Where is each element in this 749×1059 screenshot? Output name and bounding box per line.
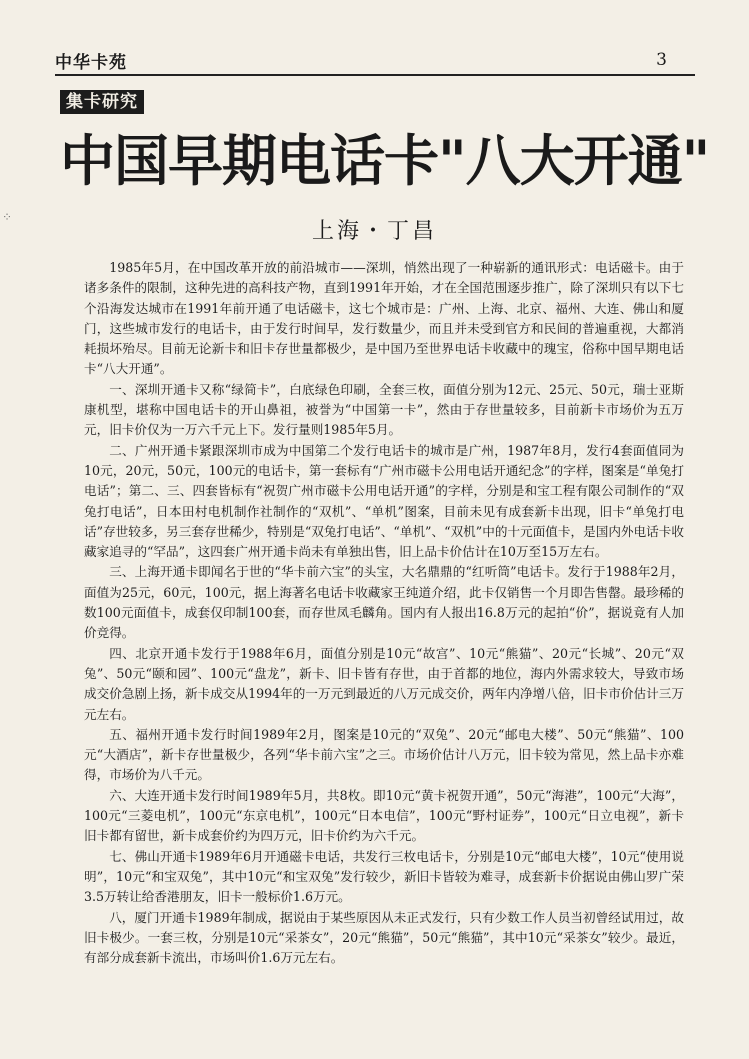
paragraph-beijing: 四、北京开通卡发行于1988年6月，面值分别是10元“故宫”、10元“熊猫”、20元“长城”、20元“双兔”、50元“颐和园”、100元“盘龙”，新卡、旧卡皆有存世，由于首都的地位，海内外需求较大，导致市场成交价急剧上扬，新卡成交从1994年的一万元到最近的八万元成交价，两年内净增八倍，旧卡市价估计三万元左右。 (84, 645, 684, 722)
paragraph-foshan: 七、佛山开通卡1989年6月开通磁卡电话，共发行三枚电话卡，分别是10元“邮电大楼”，10元“使用说明”，10元“和宝双兔”，其中10元“和宝双兔”发行较少，新旧卡皆较为难寻，成套新卡价据说由佛山罗广荣3.5万转让给香港朋友，旧卡一般标价1.6万元。 (84, 848, 684, 905)
journal-name: 中华卡苑 (55, 53, 127, 73)
paragraph-dalian: 六、大连开通卡发行时间1989年5月，共8枚。即10元“黄卡祝贺开通”，50元“海港”，100元“大海”，100元“三菱电机”，100元“东京电机”，100元“日本电信”，100元“野村证券”，100元“日立电视”，新卡旧卡都有留世，新卡成套价约为四万元，旧卡价约为六千元。 (84, 787, 684, 844)
paragraph-shenzhen: 一、深圳开通卡又称“绿简卡”，白底绿色印刷，全套三枚，面值分别为12元、25元、50元，瑞士亚斯康机型，堪称中国电话卡的开山鼻祖，被誉为“中国第一卡”，然由于存世量较多，目前新卡市场价为五万元，旧卡价仅为一万六千元上下。发行量则1985年5月。 (84, 381, 684, 438)
running-header (55, 48, 695, 76)
staple-mark: ⁘ (2, 210, 13, 224)
paragraph-intro: 1985年5月，在中国改革开放的前沿城市——深圳，悄然出现了一种崭新的通讯形式：电话磁卡。由于诸多条件的限制，这种先进的高科技产物，直到1991年开始，才在全国范围逐步推广，除了深圳只有以下七个沿海发达城市在1991年前开通了电话磁卡，这七个城市是：广州、上海、北京、福州、大连、佛山和厦门，这些城市发行的电话卡，由于发行时间早，发行数量少，而且并未受到官方和民间的普遍重视，大都消耗损坏殆尽。目前无论新卡和旧卡存世量都极少，是中国乃至世界电话卡收藏中的瑰宝，俗称中国早期电话卡“八大开通”。 (84, 260, 684, 377)
article-title: 中国早期电话卡"八大开通" (60, 129, 710, 193)
page-number: 3 (656, 50, 667, 70)
paragraph-guangzhou: 二、广州开通卡紧跟深圳市成为中国第二个发行电话卡的城市是广州，1987年8月，发行4套面值同为10元，20元，50元，100元的电话卡，第一套标有“广州市磁卡公用电话开通纪念”的字样，图案是“单兔打电话”；第二、三、四套皆标有“祝贺广州市磁卡公用电话开通”的字样，分别是和宝工程有限公司制作的“双兔打电话”，日本田村电机制作社制作的“双机”、“单机”图案，目前未见有成套新卡出现，旧卡“单兔打电话”存世较多，另三套存世稀少，特别是“双兔打电话”、“单机”、“双机”中的十元面值卡，是国内外电话卡收藏家追寻的“罕品”，这四套广州开通卡尚未有单独出售，旧上品卡价估计在10万至15万左右。 (84, 442, 684, 560)
article-byline: 上海・丁昌 (311, 219, 437, 244)
paragraph-fuzhou: 五、福州开通卡发行时间1989年2月，图案是10元的“双兔”、20元“邮电大楼”、50元“熊猫”、100元“大酒店”，新卡存世量极少，各列“华卡前六宝”之三。市场价估计八万元，旧卡较为常见，然上品卡亦难得，市场价为八千元。 (84, 726, 684, 783)
paragraph-shanghai: 三、上海开通卡即闻名于世的“华卡前六宝”的头宝，大名鼎鼎的“红听筒”电话卡。发行于1988年2月，面值为25元，60元，100元，据上海著名电话卡收藏家王纯道介绍，此卡仅销售一个月即告售罄。最珍稀的数100元面值卡，成套仅印制100套，而存世凤毛麟角。国内有人报出16.8万元的起拍“价”，据说竟有人加价竞得。 (84, 564, 684, 641)
paragraph-xiamen: 八，厦门开通卡1989年制成，据说由于某些原因从未正式发行，只有少数工作人员当初曾经试用过，故旧卡极少。一套三枚，分别是10元“采茶女”，20元“熊猫”，50元“熊猫”，其中10元“采茶女”较少。最近，有部分成套新卡流出，市场叫价1.6万元左右。 (84, 909, 684, 966)
column-tag: 集卡研究 (60, 90, 144, 114)
article-body (84, 258, 684, 968)
